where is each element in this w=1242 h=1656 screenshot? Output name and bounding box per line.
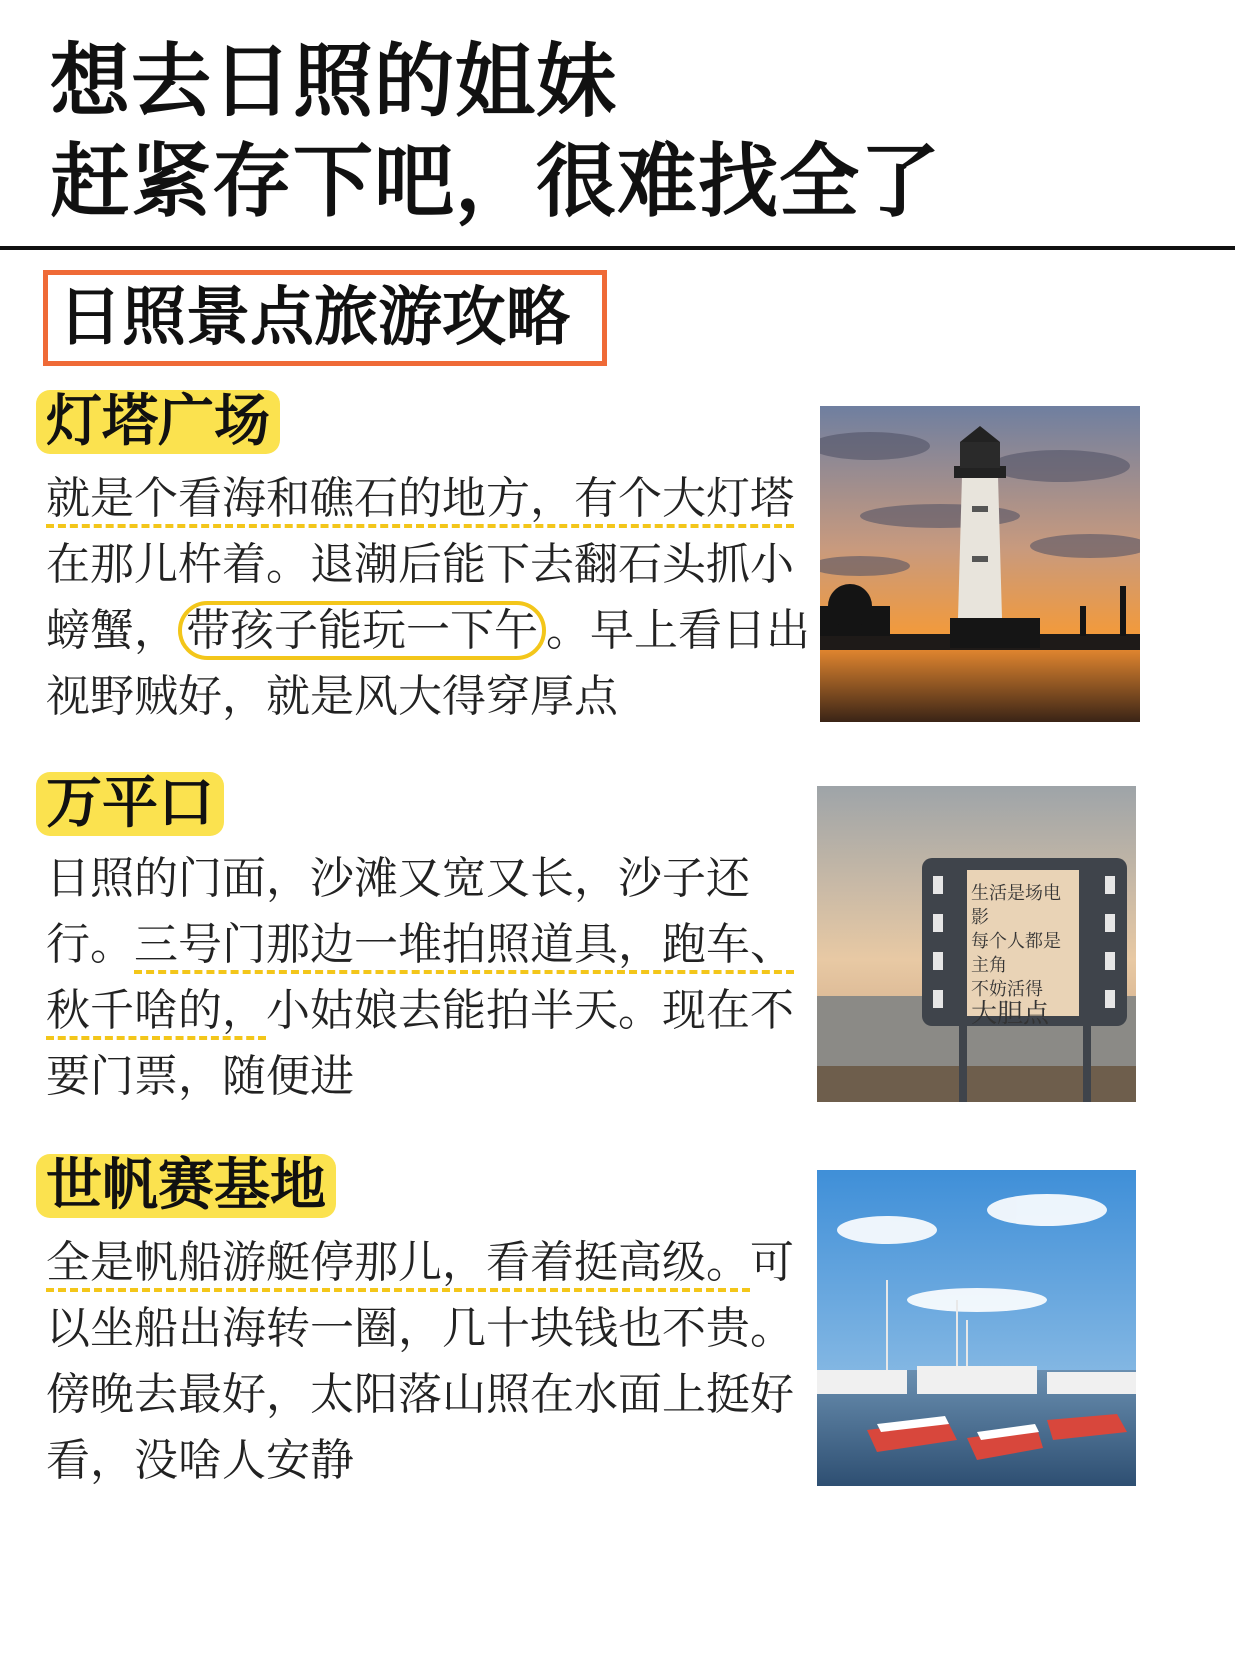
guide-title: 日照景点旅游攻略 — [43, 270, 607, 366]
spot-title-wanpingkou: 万平口 — [36, 772, 224, 836]
desc-line: 小姑娘去能拍半天。现在不 — [266, 985, 794, 1036]
title-line-1: 想去日照的姐妹 — [50, 35, 617, 128]
desc-line: 要门票，随便进 — [46, 1051, 354, 1102]
underlined-highlight: 三号门那边一堆拍照道具，跑车、 — [134, 919, 794, 974]
desc-line: 视野贼好，就是风大得穿厚点 — [46, 671, 618, 722]
sign-line: 生活是场电影 — [971, 883, 1061, 928]
underlined-highlight: 全是帆船游艇停那儿，看着挺高级。 — [46, 1237, 750, 1292]
sign-line: 主角 — [971, 955, 1007, 976]
spot-desc-sailing-base — [46, 1230, 826, 1494]
desc-line: 看，没啥人安静 — [46, 1435, 354, 1486]
spot-desc-wanpingkou — [46, 846, 826, 1110]
sign-line: 不妨活得 — [971, 979, 1043, 1000]
desc-line: 螃蟹， — [46, 605, 178, 656]
spot-title-sailing-base: 世帆赛基地 — [36, 1154, 336, 1218]
sign-line: 大胆点 — [971, 999, 1050, 1029]
desc-line: 在那儿杵着。退潮后能下去翻石头抓小 — [46, 539, 794, 590]
spot-title-lighthouse-square: 灯塔广场 — [36, 390, 280, 454]
lighthouse-photo — [820, 406, 1140, 722]
underlined-highlight: 秋千啥的， — [46, 985, 266, 1040]
sign-line: 每个人都是 — [971, 931, 1061, 952]
desc-line: 以坐船出海转一圈，几十块钱也不贵。 — [46, 1303, 794, 1354]
title-line-2: 赶紧存下吧，很难找全了 — [50, 135, 941, 228]
divider — [0, 246, 1235, 250]
beach-sign-photo — [817, 786, 1136, 1102]
circled-highlight: 带孩子能玩一下午 — [178, 601, 546, 660]
desc-line: 可 — [750, 1237, 794, 1288]
desc-line: 日照的门面，沙滩又宽又长，沙子还 — [46, 853, 750, 904]
sign-text — [971, 882, 1075, 1029]
desc-line: 。早上看日出 — [546, 605, 810, 656]
marina-photo — [817, 1170, 1136, 1486]
desc-line: 就是个看海和礁石的地方，有个大灯塔 — [46, 473, 794, 528]
desc-line: 傍晚去最好，太阳落山照在水面上挺好 — [46, 1369, 794, 1420]
desc-line: 行。 — [46, 919, 134, 970]
spot-desc-lighthouse-square — [46, 466, 826, 730]
